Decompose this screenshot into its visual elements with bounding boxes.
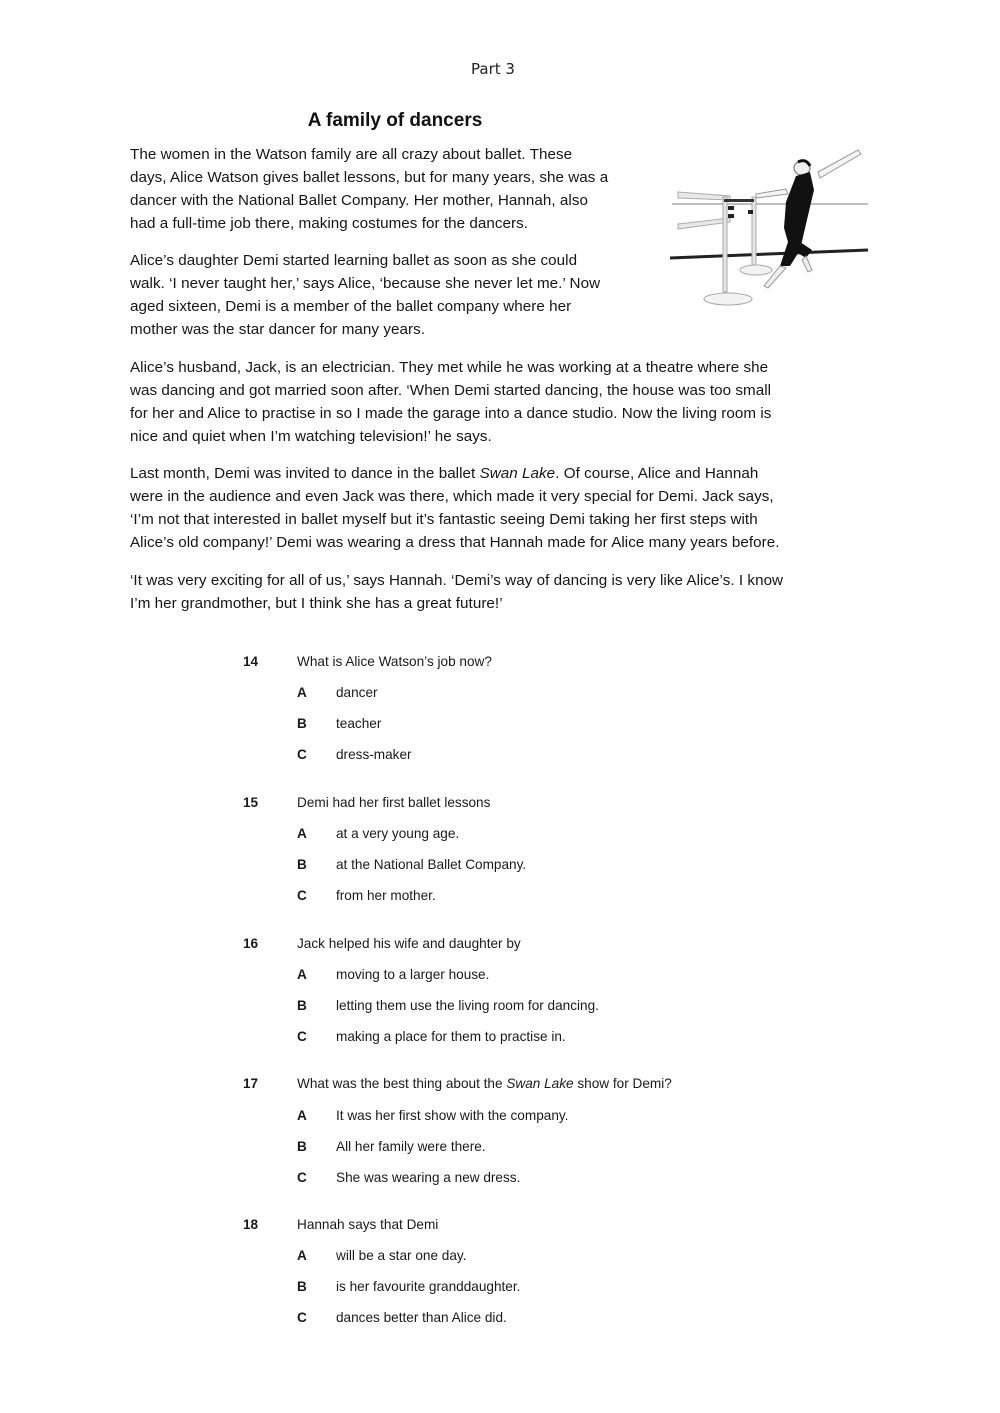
paragraph-line: Alice’s daughter Demi started learning ballet as soon as she could: [130, 252, 578, 269]
option-letter: A: [297, 1108, 307, 1123]
paragraph-line: was dancing and got married soon after. ‘When Demi started dancing, the house was too small: [130, 382, 772, 399]
text-run: Last month, Demi was invited to dance in the ballet: [130, 465, 480, 482]
text-run: show for Demi?: [573, 1076, 672, 1091]
part-label: [0, 60, 1000, 78]
paragraph-line: had a full-time job there, making costumes for the dancers.: [130, 215, 529, 232]
option-letter: C: [297, 1170, 307, 1185]
option-letter: A: [297, 826, 307, 841]
question-number: 18: [243, 1217, 259, 1232]
option-letter: B: [297, 857, 307, 872]
option-text: will be a star one day.: [336, 1248, 467, 1263]
paragraph-line: The women in the Watson family are all crazy about ballet. These: [130, 146, 573, 163]
paragraph-5: [130, 569, 783, 615]
option-text: moving to a larger house.: [336, 967, 490, 982]
paragraph-line: Alice’s husband, Jack, is an electrician. They met while he was working at a theatre where she: [130, 359, 769, 376]
paragraph-4: [130, 462, 780, 554]
paragraph-line: days, Alice Watson gives ballet lessons, but for many years, she was a: [130, 169, 609, 186]
option-text: from her mother.: [336, 888, 436, 903]
option-letter: C: [297, 888, 307, 903]
paragraph-line: I’m her grandmother, but I think she has a great future!’: [130, 595, 503, 612]
paragraph-line: [130, 462, 780, 485]
ballet-title-italic: Swan Lake: [506, 1076, 574, 1091]
option-letter: B: [297, 1139, 307, 1154]
option-text: is her favourite granddaughter.: [336, 1279, 521, 1294]
text-run: . Of course, Alice and Hannah: [555, 465, 759, 482]
paragraph-line: ‘I’m not that interested in ballet myself but it’s fantastic seeing Demi taking her first steps with: [130, 511, 758, 528]
paragraph-line: were in the audience and even Jack was there, which made it very special for Demi. Jack says,: [130, 488, 774, 505]
option-text: It was her first show with the company.: [336, 1108, 569, 1123]
question-stem: Jack helped his wife and daughter by: [297, 936, 521, 951]
paragraph-line: dancer with the National Ballet Company. Her mother, Hannah, also: [130, 192, 588, 209]
option-letter: A: [297, 1248, 307, 1263]
paragraph-line: walk. ‘I never taught her,’ says Alice, ‘because she never let me.’ Now: [130, 275, 601, 292]
option-letter: A: [297, 685, 307, 700]
question-stem: What is Alice Watson’s job now?: [297, 654, 492, 669]
option-letter: B: [297, 998, 307, 1013]
option-text: All her family were there.: [336, 1139, 486, 1154]
option-text: dress-maker: [336, 747, 412, 762]
option-text: at a very young age.: [336, 826, 460, 841]
question-number: 17: [243, 1076, 259, 1091]
article-title: A family of dancers: [307, 110, 483, 131]
option-text: dancer: [336, 685, 378, 700]
question-number: 14: [243, 654, 259, 669]
paragraph-line: for her and Alice to practise in so I made the garage into a dance studio. Now the living room is: [130, 405, 772, 422]
part-label-text: Part 3: [471, 60, 515, 78]
question-stem: Hannah says that Demi: [297, 1217, 439, 1232]
option-letter: A: [297, 967, 307, 982]
option-letter: C: [297, 1029, 307, 1044]
paragraph-line: mother was the star dancer for many years.: [130, 321, 426, 338]
paragraph-line: nice and quiet when I’m watching television!’ he says.: [130, 428, 492, 445]
paragraph-3: [130, 356, 771, 448]
paragraph-line: aged sixteen, Demi is a member of the ballet company where her: [130, 298, 572, 315]
option-text: She was wearing a new dress.: [336, 1170, 521, 1185]
ballet-title-italic: Swan Lake: [479, 465, 556, 482]
text-run: What was the best thing about the: [297, 1076, 507, 1091]
ballet-dancer-illustration-icon: [668, 142, 868, 312]
paragraph-2: [130, 249, 600, 341]
paragraph-1: [130, 143, 608, 235]
paragraph-line: Alice’s old company!’ Demi was wearing a dress that Hannah made for Alice many years before.: [130, 534, 780, 551]
question-stem: [297, 1076, 672, 1091]
option-text: at the National Ballet Company.: [336, 857, 527, 872]
question-number: 15: [243, 795, 259, 810]
option-letter: B: [297, 1279, 307, 1294]
option-text: making a place for them to practise in.: [336, 1029, 566, 1044]
option-letter: C: [297, 747, 307, 762]
option-text: teacher: [336, 716, 382, 731]
paragraph-line: ‘It was very exciting for all of us,’ says Hannah. ‘Demi’s way of dancing is very like Alice’s. I know: [130, 572, 784, 589]
question-stem: Demi had her first ballet lessons: [297, 795, 491, 810]
question-number: 16: [243, 936, 259, 951]
option-text: letting them use the living room for dancing.: [336, 998, 599, 1013]
option-letter: B: [297, 716, 307, 731]
option-letter: C: [297, 1310, 307, 1325]
option-text: dances better than Alice did.: [336, 1310, 507, 1325]
